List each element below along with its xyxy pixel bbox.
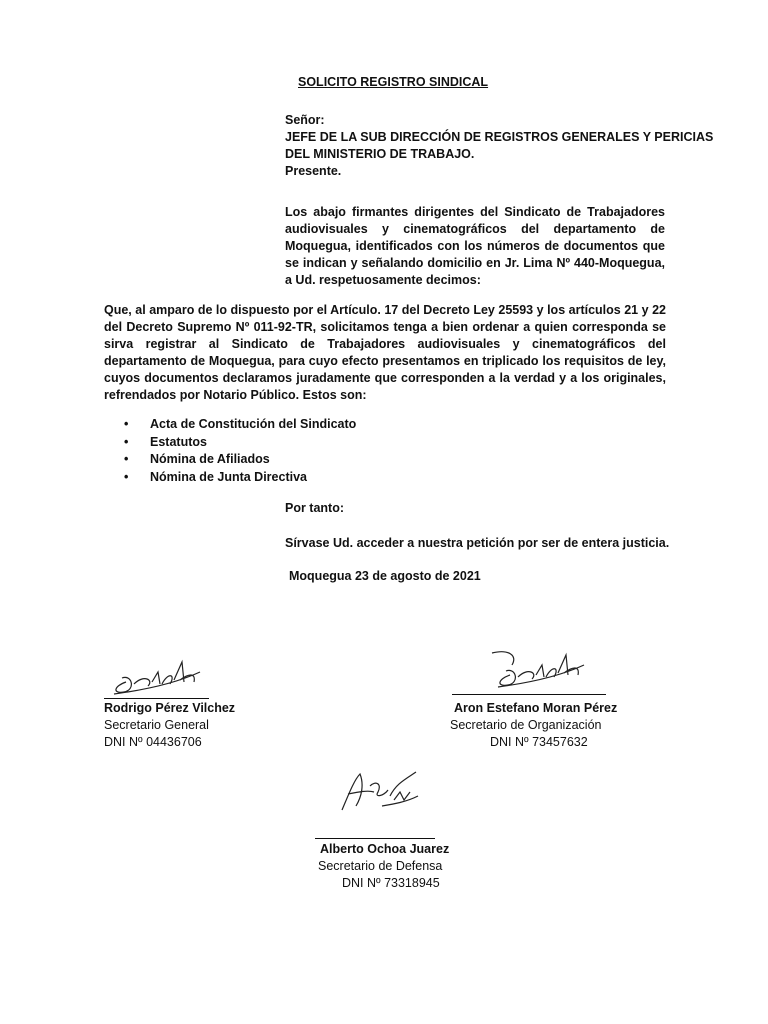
list-item: • Acta de Constitución del Sindicato	[120, 416, 356, 434]
body-paragraph: Que, al amparo de lo dispuesto por el Artículo. 17 del Decreto Ley 25593 y los artículos 21 y 22 del Decreto Supremo Nº 011-92-TR, solicitamos tenga a bien ordenar a quien corresponda se sirva registrar al Sindicato de Trabajadores audiovisuales y cinematográficos del departamento de Moquegua, para cuyo efecto presentamos en triplicado los requisitos de ley, cuyos documentos declaramos juradamente que corresponden a la verdad y a los originales, refrendados por Notario Público. Estos son:	[104, 303, 666, 402]
signatory-3-role: Secretario de Defensa	[318, 859, 443, 873]
signatory-3-dni: DNI Nº 73318945	[342, 876, 440, 890]
signatory-1-name: Rodrigo Pérez Vilchez	[104, 701, 236, 715]
addressee-block	[285, 112, 713, 180]
signature-3-line	[315, 838, 435, 839]
signatory-2-name: Aron Estefano Moran Pérez	[454, 701, 618, 715]
intro-paragraph: Los abajo firmantes dirigentes del Sindicato de Trabajadores audiovisuales y cinematográficos del departamento de Moquegua, identificados con los números de documentos que se indican y señalando domicilio en Jr. Lima Nº 440-Moquegua, a Ud. respetuosamente decimos:	[285, 205, 665, 287]
signatory-3-name: Alberto Ochoa Juarez	[320, 842, 450, 856]
signature-1-image	[104, 652, 204, 698]
signature-2-image	[488, 645, 588, 693]
signature-1-line	[104, 698, 209, 699]
por-tanto: Por tanto:	[285, 501, 345, 515]
addressee-line-3: Presente.	[285, 164, 342, 178]
list-item: • Estatutos	[120, 434, 356, 452]
signatory-2-role: Secretario de Organización	[450, 718, 602, 732]
bullet-icon: •	[124, 452, 129, 466]
signatory-2-dni: DNI Nº 73457632	[490, 735, 588, 749]
addressee-line-1: JEFE DE LA SUB DIRECCIÓN DE REGISTROS GENERALES Y PERICIAS	[285, 130, 714, 144]
signatory-3	[318, 841, 449, 892]
list-item: • Nómina de Afiliados	[120, 451, 356, 469]
signatory-1-role: Secretario General	[104, 718, 209, 732]
bullet-icon: •	[124, 469, 129, 484]
date-line: Moquegua 23 de agosto de 2021	[289, 569, 481, 583]
bullet-icon: •	[124, 417, 129, 431]
addressee-line-2: DEL MINISTERIO DE TRABAJO.	[285, 147, 475, 161]
signature-2-line	[452, 694, 606, 695]
signatory-2	[450, 700, 617, 751]
signature-3-image	[334, 766, 424, 816]
signatory-1	[104, 700, 235, 751]
petition-text: Sírvase Ud. acceder a nuestra petición por ser de entera justicia.	[285, 536, 670, 550]
requirements-list	[120, 416, 356, 486]
document-title: SOLICITO REGISTRO SINDICAL	[298, 75, 489, 89]
signatory-1-dni: DNI Nº 04436706	[104, 735, 202, 749]
list-item: • Nómina de Junta Directiva	[120, 469, 356, 487]
bullet-icon: •	[124, 434, 129, 449]
salutation: Señor:	[285, 113, 325, 127]
